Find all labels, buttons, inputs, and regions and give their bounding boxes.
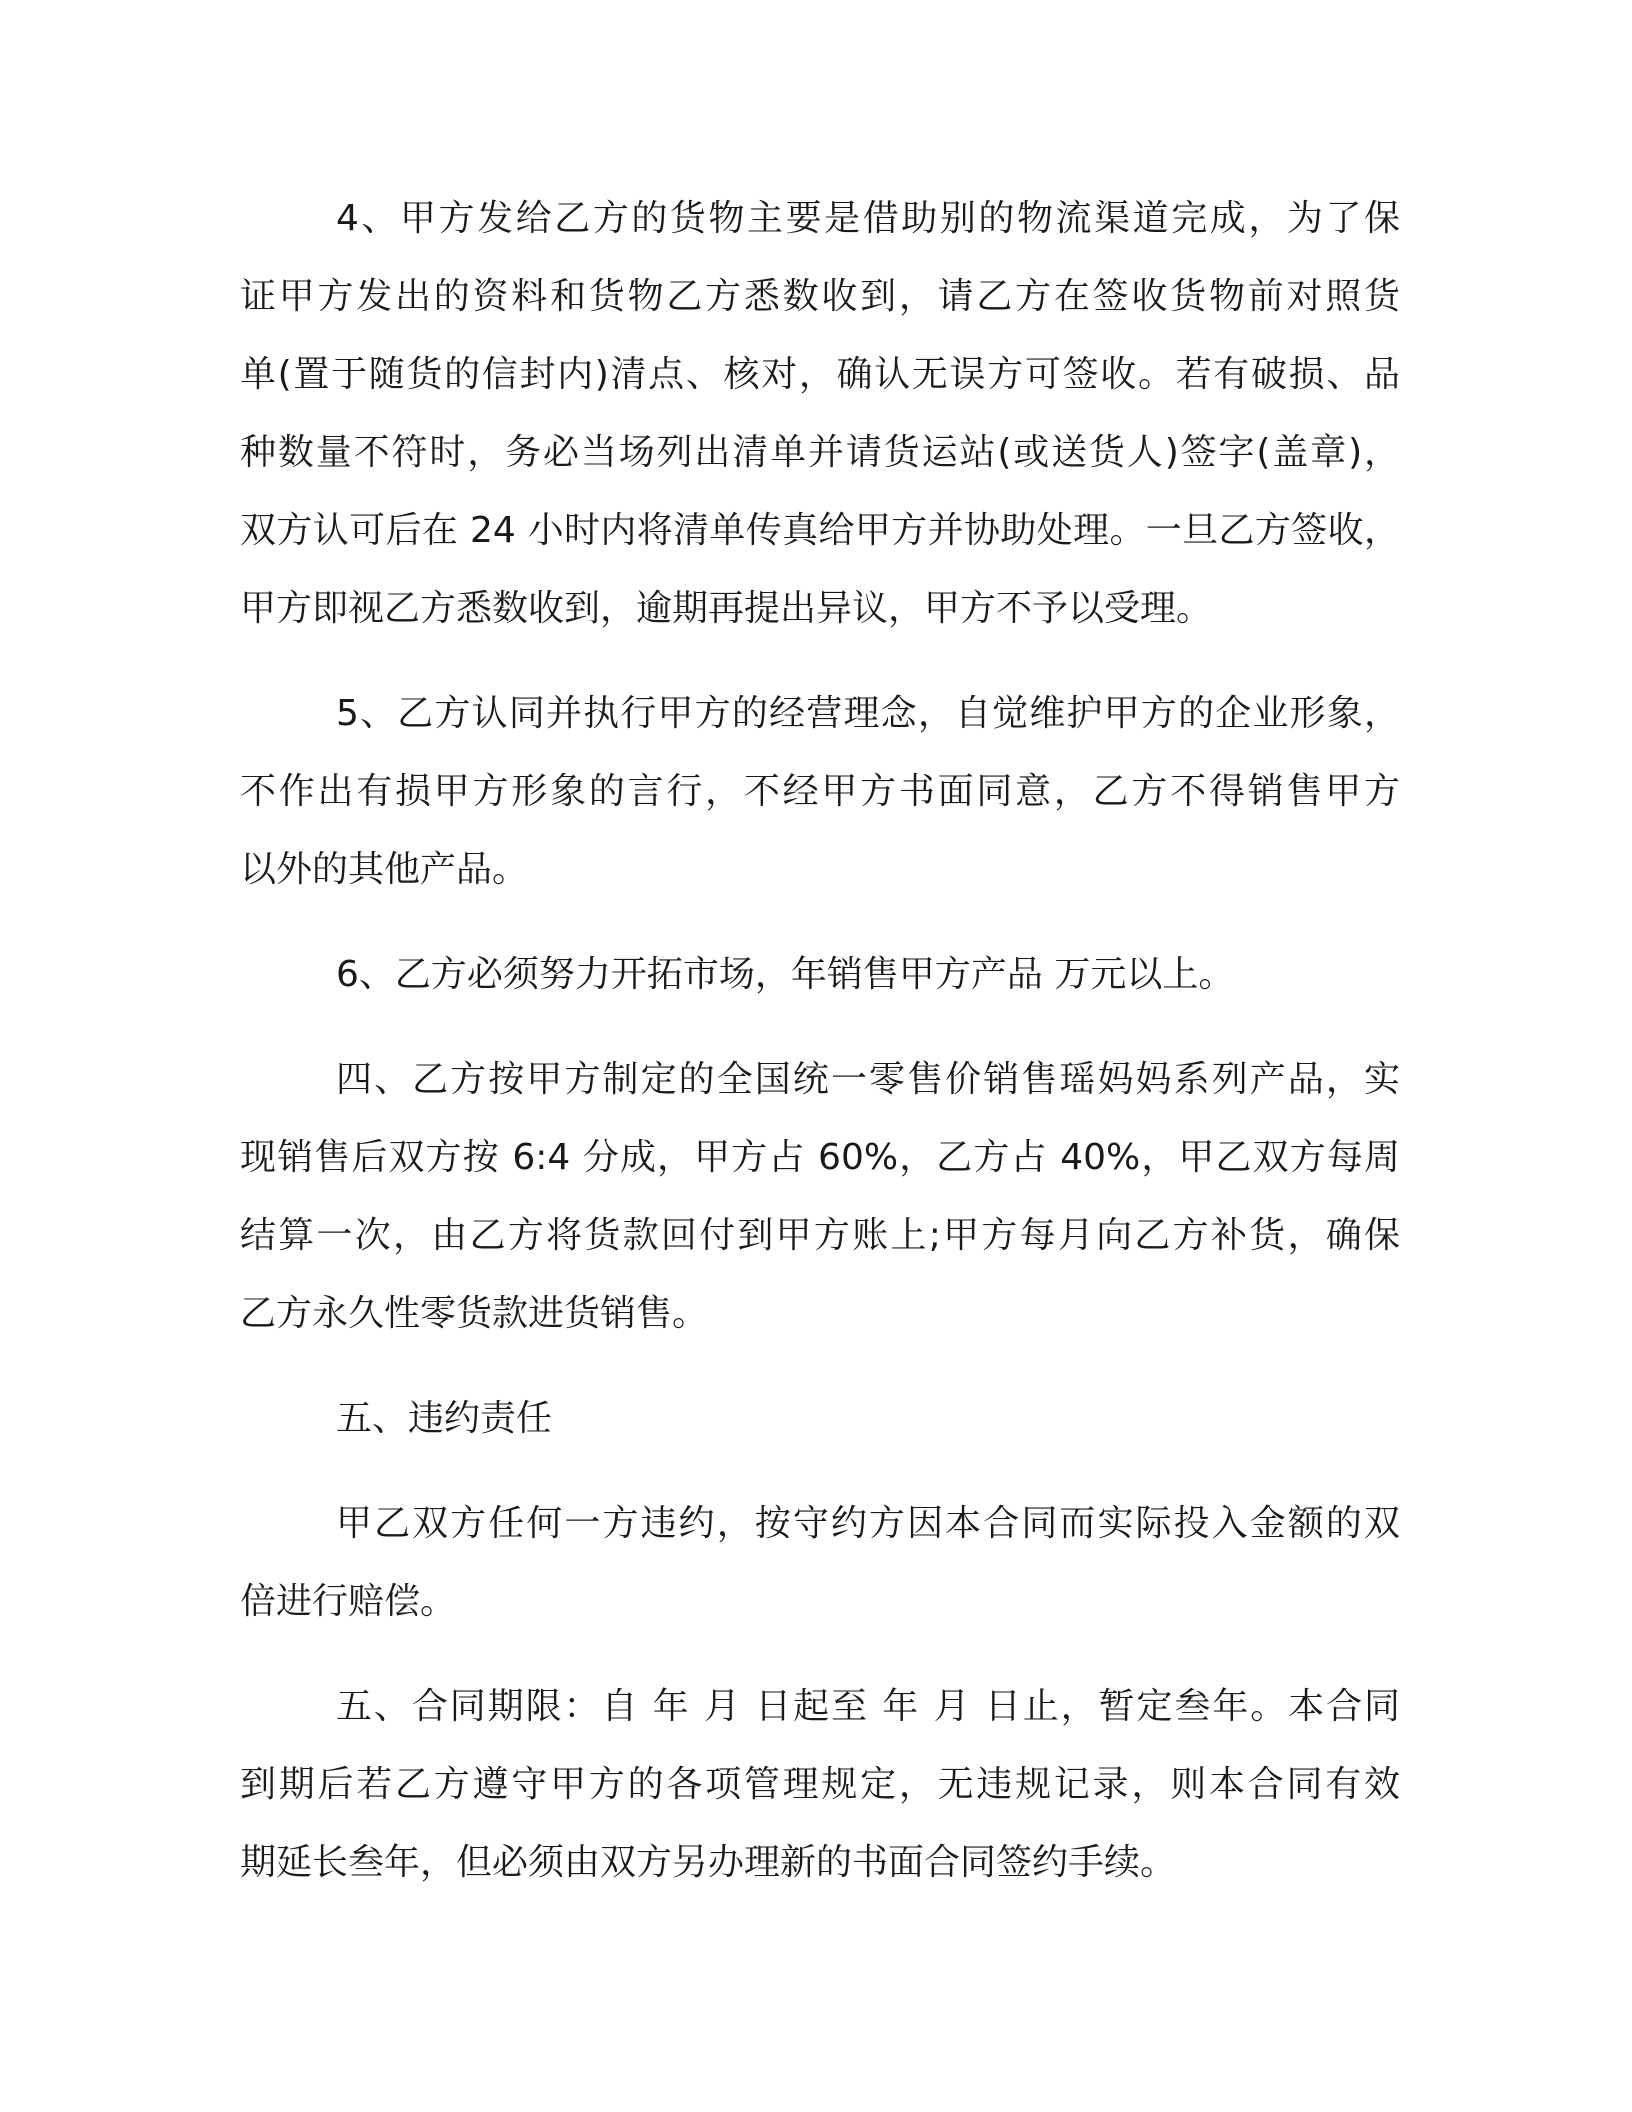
paragraph-gap bbox=[240, 1458, 1400, 1485]
paragraph-contract-term bbox=[240, 1668, 1400, 1902]
text-line: 双方认可后在 24 小时内将清单传真给甲方并协助处理。一旦乙方签收， bbox=[240, 510, 1400, 551]
text-line: 现销售后双方按 6:4 分成，甲方占 60%，乙方占 40%，甲乙双方每周 bbox=[240, 1137, 1400, 1178]
text-line: 五、合同期限：自 年 月 日起至 年 月 日止，暂定叁年。本合同 bbox=[336, 1686, 1400, 1727]
paragraph-item-6 bbox=[240, 936, 1400, 1014]
paragraph-item-5 bbox=[240, 675, 1400, 909]
paragraph-gap bbox=[240, 648, 1400, 675]
text-line: 4、甲方发给乙方的货物主要是借助别的物流渠道完成，为了保 bbox=[336, 198, 1400, 239]
paragraph-breach-body bbox=[240, 1485, 1400, 1641]
paragraph-item-4 bbox=[240, 180, 1400, 648]
paragraph-gap bbox=[240, 1353, 1400, 1380]
paragraph-gap bbox=[240, 909, 1400, 936]
text-line: 倍进行赔偿。 bbox=[240, 1581, 457, 1622]
text-line: 乙方永久性零货款进货销售。 bbox=[240, 1293, 709, 1334]
text-line: 5、乙方认同并执行甲方的经营理念，自觉维护甲方的企业形象， bbox=[336, 693, 1400, 734]
text-line: 不作出有损甲方形象的言行，不经甲方书面同意，乙方不得销售甲方 bbox=[240, 771, 1400, 812]
paragraph-gap bbox=[240, 1014, 1400, 1041]
text-line: 甲方即视乙方悉数收到，逾期再提出异议，甲方不予以受理。 bbox=[240, 588, 1213, 629]
section-heading: 五、违约责任 bbox=[336, 1398, 553, 1439]
text-line: 期延长叁年，但必须由双方另办理新的书面合同签约手续。 bbox=[240, 1842, 1177, 1883]
document-body bbox=[240, 180, 1400, 1902]
text-line: 种数量不符时，务必当场列出清单并请货运站(或送货人)签字(盖章)， bbox=[240, 432, 1400, 473]
section-heading-breach-liability bbox=[240, 1380, 1400, 1458]
text-line: 以外的其他产品。 bbox=[240, 849, 529, 890]
text-line: 单(置于随货的信封内)清点、核对，确认无误方可签收。若有破损、品 bbox=[240, 354, 1400, 395]
text-line: 证甲方发出的资料和货物乙方悉数收到，请乙方在签收货物前对照货 bbox=[240, 276, 1400, 317]
text-line: 结算一次，由乙方将货款回付到甲方账上;甲方每月向乙方补货，确保 bbox=[240, 1215, 1400, 1256]
paragraph-gap bbox=[240, 1641, 1400, 1668]
text-line: 四、乙方按甲方制定的全国统一零售价销售瑶妈妈系列产品，实 bbox=[336, 1059, 1400, 1100]
paragraph-section-4 bbox=[240, 1041, 1400, 1353]
text-line: 甲乙双方任何一方违约，按守约方因本合同而实际投入金额的双 bbox=[336, 1503, 1400, 1544]
text-line: 到期后若乙方遵守甲方的各项管理规定，无违规记录，则本合同有效 bbox=[240, 1764, 1400, 1805]
text-line: 6、乙方必须努力开拓市场，年销售甲方产品 万元以上。 bbox=[336, 954, 1235, 995]
